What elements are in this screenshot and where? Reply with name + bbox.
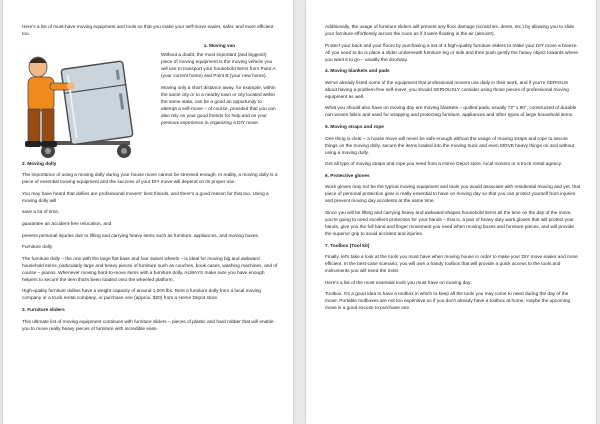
toolbox-paragraph-1: Finally, let's take a look at the tools you must have when moving house in order to make your DIY move easier and more efficient. In the best-case scenario, you will own a handy toolbox that will provide a quick access to the tools and instruments you will need the most. <box>325 255 578 275</box>
furniture-dolly-paragraph-2: High-quality furniture dollies have a weight capacity of around 1,000 lbs. Rent a furniture dolly from a local moving company or a truck rental company, or purchase one (approx. $20) from a Home Depot store. <box>22 289 261 302</box>
sliders-paragraph-3: Protect your back and your floors by purchasing a set of 4 high-quality furniture sliders to make your DIY move a breeze. All you need to do is place a slider underneath furniture leg or side and then push gently the heavy object towards where you want it to go – usually the doorway. <box>325 43 578 63</box>
right-page-content <box>325 24 581 317</box>
right-page <box>306 0 596 424</box>
protective-gloves-paragraph-1: Work gloves may not be the typical moving equipment and tools you would associate with residential moving and yet, that piece of personal protection gear is really essential to have on moving day so that you can protect yourself from injuries and prevent moving day accidents at the same time. <box>325 185 581 205</box>
toolbox-paragraph-2: Here's a list of the most essential tools you must have on moving day: <box>325 280 472 286</box>
heading-furniture-sliders: 3. Furniture sliders <box>22 307 65 313</box>
protective-gloves-paragraph-2: Since you will be lifting and carrying heavy and awkward-shapes household items all the time on the day of the move, you're going to need excellent protection for your hands – that is, a pair of heavy duty work gloves that will protect your hands, give you the full hand and finger movement you need when moving boxes and furniture pieces, and will provide the superior grip to avoid accident and injuries. <box>325 210 575 237</box>
moving-dolly-paragraph-1: The importance of using a moving dolly during your house move cannot be stressed enough. In reality, a moving dolly is a piece of essential moving equipment and the success of your DIY move will depend on its proper use. <box>22 173 278 186</box>
moving-straps-paragraph-2: Get all type of moving straps and rope you need from a Home Depot store, local movers or a truck rental agency. <box>325 162 562 168</box>
furniture-dolly-paragraph-1: The furniture dolly – the one with the large flat base and four swivel wheels – is ideal for moving big and awkward household items, particularly large and heavy pieces of furniture such as couches, book cases, washing machines, and of course – pianos. Whenever moving hard-to-move items with a furniture dolly, ALWAYS make sure you have enough helpers to secure the item that's been loaded onto the wheeled platform. <box>22 256 278 283</box>
moving-dolly-item-2: guarantee an accident-free relocation, and <box>22 221 112 227</box>
left-page <box>3 0 293 424</box>
moving-dolly-paragraph-2: You may have heard that dollies are professional movers' best friends, and there's a good reason for that too. Using a moving dolly will <box>22 191 269 204</box>
moving-dolly-item-1: save a lot of time, <box>22 210 60 216</box>
toolbox-paragraph-3: Toolbox. It's a good idea to have a toolbox in which to keep all the tools you may come to need during the day of the move. Portable toolboxes are not too expensive so if you don't already have a toolbox at home, maybe the upcoming move is a good excuse to purchase one. <box>325 292 571 312</box>
intro-paragraph: Here's a list of must-have moving equipment and tools so that you make your self-move easier, safer, and more efficient too. <box>22 25 274 37</box>
heading-moving-dolly: 2. Moving dolly <box>22 161 57 167</box>
heading-protective-gloves: 6. Protective gloves <box>325 173 370 179</box>
appliance-icon <box>61 61 133 145</box>
furniture-dolly-subheading: Furniture dolly <box>22 245 53 251</box>
heading-moving-straps: 5. Moving straps and rope <box>325 124 384 130</box>
heading-moving-blankets: 4. Moving blankets and pads <box>325 69 390 75</box>
left-page-content <box>22 24 278 337</box>
moving-blankets-paragraph-1: We've already listed some of the equipment that professional movers use daily in their work, and if you're SERIOUS about having a problem-free self-move, you should SERIOUSLY consider using those pieces of professional moving equipment as well. <box>325 80 569 100</box>
mover-with-appliance-illustration <box>16 43 146 161</box>
moving-straps-paragraph-1: One thing is clear – a house move will never be safe enough without the usage of moving straps and rope to secure things on the moving dolly, secure the items loaded into the moving truck and even MOVE heavy things on and without using a moving dolly. <box>325 136 575 156</box>
moving-van-paragraph-2: Moving only a short distance away, for example, within the same city or to a nearby town or city located within the same state, can be a good an opportunity to attempt a self-move – of course, provided that you can also rely on your good friends for help and on your previous experience in organizing a DIY move. <box>161 85 276 126</box>
heading-toolbox: 7. Toolbox (Tool kit) <box>325 243 370 249</box>
moving-blankets-paragraph-2: What you should also have on moving day are moving blankets – quilted pads, usually 72" x 80", constructed of durable non-woven fabric and used for wrapping and protecting furniture, appliances and other types of large household items. <box>325 106 577 119</box>
moving-van-paragraph-1: Without a doubt, the most important (and biggest!) piece of moving equipment is the moving vehicle you will use to transport your household items from Point A (your current home) and Point B (your new home). <box>161 53 276 80</box>
furniture-sliders-paragraph-1: This ultimate list of moving equipment continues with furniture sliders – pieces of plastic and hard rubber that will enable you to move really heavy pieces of furniture with incredible ease. <box>22 319 274 332</box>
moving-dolly-item-3: prevent personal injuries due to lifting and carrying heavy items such as furniture, appliances, and moving boxes. <box>22 233 260 239</box>
sliders-paragraph-2: Additionally, the usage of furniture sliders will prevent any floor damage (scratches, dents, etc.) by allowing you to slide your furniture effortlessly across the room as if it were floating in the air (almost!). <box>325 25 575 37</box>
moving-van-box <box>161 43 278 132</box>
heading-moving-van: 1. Moving van <box>203 43 236 49</box>
